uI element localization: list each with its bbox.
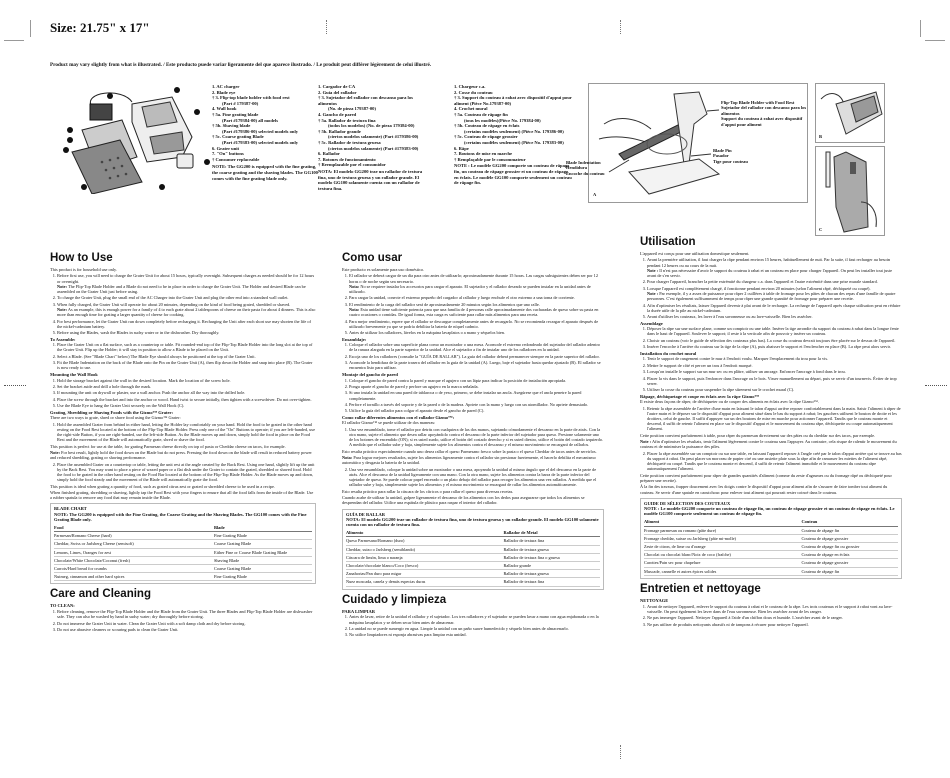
section-title-care: Care and Cleaning xyxy=(50,588,151,601)
section-title-como-usar: Como usar xyxy=(342,252,403,264)
part-item: † 5c. Coarse grating Blade (Part #179383-00) selected models only xyxy=(212,134,299,145)
heading: Montaje del gancho de pared xyxy=(342,371,398,377)
part-item: 7. Botones de funcionamiento xyxy=(318,156,376,162)
list-item: 2. Para cargar la unidad, conecte el extremo pequeño del cargador al rallador y luego enchufe el otro extremo a una toma de corriente. xyxy=(349,295,604,300)
table-row xyxy=(54,548,312,556)
figure-c-letter: C xyxy=(819,227,823,232)
list-item: 3. Insérer l'encoche à l'arrière du couteau sur la tige de la râpe (A), puis abaisser le support et l'enclencher en place (B). La râpe peut alors servir. xyxy=(647,344,902,349)
table-cell: Rallador de textura gruesa xyxy=(503,545,600,553)
part-item: † 5c. Rallador de textura gruesa (ciertos modelos solamente) (Part #179383-00) xyxy=(318,139,419,151)
part-item: † 3. Flip-top blade holder with food rest (Part # 179387-00) xyxy=(212,95,290,106)
table-cell: Couteau de râpage grossier xyxy=(801,534,898,542)
paragraph: Esto resulta práctico especialmente cuando uno desea rallar el queso Parmesano fresco sobre la pasta o el queso Cheddar de tacos antes de servirlos. xyxy=(342,448,597,454)
part-item: 2. Guía del rallador xyxy=(318,89,357,95)
figure-a-letter: A xyxy=(593,192,597,197)
list-item: 3. Ne pas utiliser de produits nettoyants abrasifs ni de tampons à récurer pour nettoyer l'appareil. xyxy=(647,622,902,627)
section-title-utilisation: Utilisation xyxy=(640,236,696,248)
spanish-column xyxy=(342,252,604,639)
table-cell: Fine Grating Blade xyxy=(214,573,312,581)
table-cell: Couteau de râpage grossier xyxy=(801,559,898,567)
paragraph: L'appareil est conçu pour une utilisation domestique seulement. xyxy=(640,251,750,256)
list-item: 2. Ne pas immerger l'appareil. Nettoyer l'appareil à l'aide d'un chiffon doux et humide. L'assécher avant de le ranger. xyxy=(647,615,902,620)
list-item: 2. Una vez ensamblado, coloque la unidad sobre un mostrador o una mesa, apoyando la unidad al mismo ángulo que el del descanso en la parte de atrás. Alce el descanso de la unidad ligeramente con una mano. Con la otra mano, sujete los alimentos contra la barra de la parte inferior del sujetador de queso. Se puede colocar papel encerado o un plato debajo del rallador para recoger los alimentos una vez rallados. A medida que el rallador sube y baja, simplemente sujete los alimentos y el mismo movimiento se encargará de rallar los alimentos automáticamente. xyxy=(349,467,604,488)
table-row xyxy=(346,553,600,561)
table-cell: Rallador de textura fina xyxy=(503,537,600,545)
list-item: 4. Perfore el tornillo a través del soporte y de la pared o de la madera. Apriete con la mano y luego con un atornillador. No apriete demasiado. xyxy=(349,402,604,407)
paragraph: This position is ideal when grating a quantity of food, such as grated citrus zest or grated or shredded cheese to be used in a recipe. xyxy=(50,483,275,489)
paragraph: Cette position convient parfaitement à table, pour râper du parmesan directement sur des pâtes ou du cheddar sur des tacos, par exemple. xyxy=(640,432,876,438)
parts-list-en xyxy=(212,84,320,181)
table-row xyxy=(54,565,312,573)
parts-list-fr xyxy=(454,84,572,186)
fold-mark xyxy=(620,20,621,34)
list-item: 1. Antes de lavar, retire de la unidad el rallador y el sujetador. Los tres ralladores y el sujetador se pueden lavar a mano con agua enjabonada o en la máquina lavaplatos y se deben secar bien antes de almacenar. xyxy=(349,614,604,624)
page-size-label: Size: 21.75" x 17" xyxy=(50,20,150,35)
table-cell: Cheddar, Swiss or Jarlsberg Cheese (semisoft) xyxy=(54,540,214,548)
label-blade-pin: Blade Pin Pasador Tige pour couteau xyxy=(713,148,748,164)
table-header: Blade xyxy=(214,524,312,532)
heading: Como rallar diferentes alimentos con el rallador Gizmo™: xyxy=(342,414,455,420)
part-item: 2. Blade eye xyxy=(212,89,236,95)
blade-selection-guide: GUIDE DE SÉLECTION DES COUTEAUX NOTE : Le modèle GG200 comporte un couteau de râpage fin, un couteau de râpage grossier et un couteau de râpage en éclats. Le modèle GG100 comporte seulement un couteau de râpage fin. Aliment Couteau Fromage parmesan ou romano (pâte dure) Couteau de râpage fin Fromage cheddar, suisse ou Jarlsberg (pâte mi-molle) Couteau de râpage grossier Zeste de citron, de lime ou d'orange Couteau de râpage fin ou grossier Chocolat ou chocolat blanc/Noix de coco (fraîche) Couteau de râpage en éclats Carottes/Pain sec pour chapelure Couteau de râpage grossier Muscade, cannelle et autres épices solides Couteau de râpage fin xyxy=(640,498,902,579)
table-cell: Fromage cheddar, suisse ou Jarlsberg (pâte mi-molle) xyxy=(644,534,801,542)
list-item: 1. Hold the assembled Grater from behind in either hand, letting the Holder lay comfortably on your hand. Hold the food to be grated in the other hand resting on the Food Rest located at the bottom of the Flip-Top Blade Holder. Press only one of the "On" Buttons to operate; if you are left-handed, use the right-side Button, if you are right-handed, use the left-side Button. As the Blade moves up and down, simply hold the food in place on the Food Rest and the movement of the Blade will automatically grate, shred or shave the food. xyxy=(57,422,316,443)
parts-note: NOTA: El modelo GG200 trae un rallador de textura fina, uno de textura gruesa y un rallador grande. El modelo GG100 solamente cuenta con un rallador de textura fina. xyxy=(318,168,423,191)
list-item: 5. Antes de utilizar los ralladores, lávelos en la máquina lavaplatos o a mano y séquelos bien. xyxy=(349,330,604,335)
list-item: 1. Una vez ensamblado, tome el rallador por detrás con cualquiera de las dos manos, sujetando cómodamente el descanso en la parte de atrás. Con la otra mano, sujete el alimento que desea rallar apoyándolo contra el descanso de la parte inferior del sujetador para queso. Presione solamente uno de los botones de encendido (ON); si es usted zurdo, utilice el botón del costado derecho y si es usted diestro, utilice el botón del costado izquierdo. A medida que el rallador sube y baja, simplemente sujete los alimentos contra el descanso y el mismo movimiento se encargará de rallarlos. xyxy=(349,427,604,448)
label-blade-holder: Flip-Top Blade Holder with Food Rest Sujetador del rallador con descanso para los alimentos Support du couteau à rabat avec dispositif d'appui pour aliment xyxy=(721,100,807,127)
list-item: 3. Do not use abrasive cleaners or scouring pads to clean the Grater Unit. xyxy=(57,627,316,632)
list-item: 5. Utiliser la cosse du couteau pour suspendre la râpe sûrement sur le crochet mural (C). xyxy=(647,387,902,392)
list-item: 3. Acomode la hendidura de la parte trasera del rallador en la guía de la unidad (A). Luego, baje el sujetador hasta quedar ajustado (B). El rallador se encuentra listo para utilizar. xyxy=(349,360,604,370)
paragraph: El rallador Gizmo™ se puede utilizar de dos maneras: xyxy=(342,420,436,426)
parts-note: NOTE: The GG200 is equipped with the fine grating, the coarse grating and the shaving blades. The GG100 comes with the fine grating blade only. xyxy=(212,164,318,181)
part-item: 6. Rallador xyxy=(318,151,340,157)
fold-mark xyxy=(925,385,947,386)
step: 3. When fully charged, the Grater Unit will operate for about 20 minutes, depending on the kind of food being grated, shredded or shaved. Note: As an example, this is enough power for a family of 4 to each grate about 2 tablespoons of cheese on their pasta for about 4 dinners. This is also more than enough time for grating a larger quantity of cheese for cooking. xyxy=(57,302,316,318)
section-title-how-to-use: How to Use xyxy=(50,252,113,264)
part-item: 1. Chargeur c.a. xyxy=(454,84,486,89)
table-row xyxy=(644,534,898,542)
figure-b xyxy=(815,83,885,143)
table-row xyxy=(54,532,312,540)
part-item: † 5b. Rallador grande (ciertos modelos solamente) (Part #179386-00) xyxy=(318,128,419,140)
crop-mark xyxy=(920,20,921,37)
table-cell: Carrots/Hard bread for crumbs xyxy=(54,565,214,573)
parts-note: NOTE : Le modèle GG200 comporte un couteau de râpage fin, un couteau de râpage grossier et un couteau de râpage en éclats. Le modèle GG100 comporte seulement un couteau de râpage fin. xyxy=(454,163,572,186)
fold-mark xyxy=(620,745,621,759)
list-item: 3. Si uno instala la unidad en una pared de tablaroca o de yeso, primero, se debe instalar un ancla. Asegúrese que el ancla penetre la pared completamente. xyxy=(349,390,604,400)
table-cell: Fromage parmesan ou romano (pâte dure) xyxy=(644,526,801,534)
paragraph: This product is for household use only. xyxy=(50,267,117,272)
table-row xyxy=(346,578,600,586)
heading: TO CLEAN: xyxy=(50,603,75,609)
list-item: 2. Placer la râpe assemblée sur un comptoir ou sur une table, en laissant l'appareil reposer à l'angle créé par le talon d'appui arrière qui se trouve au bas du support à rabat. On peut placer un morceau de papier ciré ou une assiette plate sous la râpe afin de ramasser les miettes de l'aliment râpé, déchiqueté ou coupé. Tandis que le couteau monte et descend, il suffit de retenir l'aliment immobile et le mouvement du couteau râpe automatiquement l'aliment. xyxy=(647,451,902,472)
paragraph: Cette position convient parfaitement pour râper de grandes quantités d'aliment (comme du zeste d'agrumes ou du fromage râpé ou déchiqueté pour préparer une recette). xyxy=(640,472,892,483)
paragraph: Este producto es solamente para uso doméstico. xyxy=(342,267,425,272)
table-row xyxy=(346,537,600,545)
list-item: 2. La unidad no se puede sumergir en agua. Limpie la unidad con un paño suave humedecido y séquelo bien antes de almacenarlo. xyxy=(349,626,604,631)
list-item: 5. Utilice la guía del rallador para colgar el aparato desde el gancho de pared (C). xyxy=(349,408,604,413)
table-cell: Chocolate/White Chocolate/Coconut (fresh) xyxy=(54,556,214,564)
table-cell: Parmesan/Romano Cheese (hard) xyxy=(54,532,214,540)
table-cell: Chocolat ou chocolat blanc/Noix de coco (fraîche) xyxy=(644,551,801,559)
list-item: 2. Place the assembled Grater on a countertop or table, letting the unit rest at the angle created by the Back Rest. Using one hand, slightly lift up the unit by the Back Rest. You may want to place a piece of waxed paper or a flat dish under the Grater to contain the grated, shredded or shaved food. Hold the food to be grated in the other hand resting on the Food Bar located at the bottom of the Flip-Top Blade Holder. As the Blade moves up and down, simply hold the food steady and the movement of the Blade will automatically grate the food. xyxy=(57,462,316,483)
table-header: Alimento xyxy=(346,529,503,537)
table-cell: Cheddar, suizo o Jarlsberg (semiblando) xyxy=(346,545,503,553)
paragraph: Cuando acabe de utilizar la unidad, golpee ligeramente el descanso de los alimentos con los dedos para asegurarse que todos los alimentos se desprendan del rallador. Utilice una espátula de plástico para raspar el interior del rallador. xyxy=(342,495,585,506)
heading: Assemblage xyxy=(640,320,663,326)
table-cell: Zanahorias/Pan duro para migar xyxy=(346,570,503,578)
list-item: 3. El rendimiento de la carga del rallador será de aproximadamente 20 minutos según los alimentos que uno ralle. Nota: Esta unidad tiene suficiente potencia para que una familia de 4 personas ralle aproximadamente dos cucharadas de queso sobre su pasta en cuatro ocasiones o comidas. De igual forma, esta carga es suficiente para rallar más alimentos para una receta. xyxy=(349,302,604,318)
paragraph: Esto resulta práctico para rallar la cáscara de los cítricos o para rallar el queso para diversas recetas. xyxy=(342,488,514,494)
list-item: 1. Hold the storage bracket against the wall in the desired location. Mark the location of the screw hole. xyxy=(57,378,316,383)
table-header: Rallador de Metal xyxy=(503,529,600,537)
part-item: 1. AC charger xyxy=(212,84,240,89)
table-row xyxy=(54,573,312,581)
list-item: 1. Avant de nettoyer l'appareil, enlever le support du couteau à rabat et le couteau de la râpe. Les trois couteaux et le support à rabat vont au lave-vaisselle. On peut également les laver dans de l'eau savonneuse. Bien les assécher avant de les ranger. xyxy=(647,604,902,614)
paragraph: À la fin des travaux, frapper doucement avec les doigts contre le dispositif d'appui pour aliment afin de s'assurer de faire tomber tout aliment du couteau. Se servir d'une spatule en caoutchouc pour enlever tout aliment qui pourrait rester coincé dans le couteau. xyxy=(640,484,888,495)
list-item: 2. Ponga aparte el gancho de pared y perfore un agujero en la marca señalada. xyxy=(349,384,604,389)
table-header: Food xyxy=(54,524,214,532)
parts-list-es xyxy=(318,84,430,191)
list-item: 3. If mounting the unit on drywall or plaster, use a wall anchor. Push the anchor all the way into the drilled hole. xyxy=(57,390,316,395)
table-header: Couteau xyxy=(801,518,898,526)
section-title-cuidado: Cuidado y limpieza xyxy=(342,593,447,606)
list-item: 1. Retenir la râpe assemblée de l'arrière d'une main en laissant le talon d'appui arrière reposer confortablement dans la main. Saisir l'aliment à râper de l'autre main et le déposer sur le dispositif d'appui pour aliment situé dans le bas du support à rabat; les gauchers utilisent le bouton de droite et les droitiers, celui de gauche. Il suffit d'appuyer sur un des boutons de mise en marche pour actionner l'appareil. Tandis que le couteau monte et descend, il suffit de retenir l'aliment en place sur le dispositif d'appui et le mouvement du couteau râpe, déchiquette ou coupe automatiquement l'aliment. xyxy=(647,406,902,432)
fold-mark xyxy=(326,20,327,34)
list-item: 2. Escoja uno de los ralladores (consulte la "GUÍA DE RALLAR"). La guía del rallador deberá permanecer siempre en la parte superior del rallador. xyxy=(349,354,604,359)
list-item: 4. Afin d'optimiser les résultats, laisser l'appareil devenir à plat avant de le recharger. La recharge de l'appareil après chaque utilisation peut en réduire la durée utile de la pile au nickel-cadmium. xyxy=(647,303,902,313)
blade-snap-illustration xyxy=(816,84,884,142)
figure-b-letter: B xyxy=(819,134,823,139)
part-item: † 5b. Couteau de râpage en éclats (certains modèles seulement) (Pièce No. 179386-00) xyxy=(454,123,564,134)
table-row xyxy=(644,543,898,551)
grating-guide: GUÍA DE RALLAR NOTA: El modelo GG200 trae un rallador de textura fina, uno de textura gruesa y un rallador grande. El modelo GG100 solamente cuenta con un rallador de textura fina. Alimento Rallador de Metal Queso Parmesano/Romano (duro) Rallador de textura fina Cheddar, suizo o Jarlsberg (semiblando) Rallador de textura gruesa Cáscara de limón, lima o naranja Rallador de textura fina o gruesa Chocolate/chocolate blanco/Coco (fresco) Rallador grande Zanahorias/Pan duro para migar Rallador de textura gruesa Nuez moscada, canela y demás especias duras Rallador de textura fina xyxy=(342,509,604,590)
step: 5. Before using the Blades, wash the Blades in sudsy water or in the dishwasher. Dry thoroughly. xyxy=(57,330,316,335)
paragraph: Nota: Para lograr mejores resultados, sujete los alimentos ligeramente contra el rallador sin presionar fuertemente, el hacerlo debilita el mecanismo automático y desgasta la batería de la unidad. xyxy=(342,455,596,466)
wall-hook-illustration xyxy=(816,147,884,235)
part-item: † 5b. Shaving blade (Part #179386-00) selected models only xyxy=(212,123,299,134)
part-item: † 3. Support du couteau à rabat avec dispositif d'appui pour aliment (Pièce No.179387-00) xyxy=(454,95,572,106)
paragraph: When finished grating, shredding or shaving, lightly tap the Food Rest with your fingers to ensure that all the food falls from the inside of the Blade. Use a rubber spatula to remove any food that may remain inside the Blade. xyxy=(50,489,314,501)
french-column xyxy=(640,236,902,628)
table-row xyxy=(644,567,898,575)
crop-mark xyxy=(4,40,24,41)
paragraph: There are two ways to grate, shred or shave food using the Gizmo™ Grater: xyxy=(50,415,181,421)
table-cell: Either Fine or Coarse Blade Grating Blade xyxy=(214,548,312,556)
blade-chart: BLADE CHART NOTE: The GG200 is equipped with the Fine Grating, the Coarse Grating and the Shaving Blades. The GG100 comes with the Fine Grating Blade only. Food Blade Parmesan/Romano Cheese (hard) Fine Grating Blade Cheddar, Swiss or Jarlsberg Cheese (semisoft) Coarse Grating Blade Lemons, Limes, Oranges for zest Either Fine or Coarse Blade Grating Blade Chocolate/White Chocolate/Coconut (fresh) Shaving Blade Carrots/Hard bread for crumbs Coarse Grating Blade Nutmeg, cinnamon and other hard spices Fine Grating Blade xyxy=(50,503,316,584)
part-item: † 5a. Fine grating blade (Part #179384-00) all models xyxy=(212,111,279,123)
part-item: 4. Wall hook xyxy=(212,106,237,112)
heading: Râpage, déchiquetage et coupe en éclats avec la râpe Gizmo™ xyxy=(640,393,759,399)
part-item: 6. Grater unit xyxy=(212,145,240,151)
label-blade-indentation: Blade Indentation Hendidura Encoche du couteau xyxy=(566,160,605,176)
part-item: † 5a. Couteau de râpage fin (tous les modèles)(Pièce No. 179384-00) xyxy=(454,111,541,123)
list-item: 2. Set the bracket aside and drill a hole through the mark. xyxy=(57,384,316,389)
list-item: 1. El rallador se deberá cargar de un día para otro antes de utilizarlo; aproximadamente durante 15 horas. Las cargas subsiguientes deben ser por 12 horas o de noche según sea necesario. Nota: No se requiere instalar los accesorios para cargar el aparato. El sujetador y el rallador deseado se pueden instalar en la unidad antes de utilizarlo. xyxy=(349,273,604,294)
part-item: 4. Crochet mural xyxy=(454,106,488,112)
table-cell: Fine Grating Blade xyxy=(214,532,312,540)
step: 4. For best performance, let the Grater Unit run down completely before recharging it. Recharging the Unit after each short use may shorten the life of the nickel-cadmium battery. xyxy=(57,319,316,329)
table-cell: Cáscara de limón, lima o naranja xyxy=(346,553,503,561)
crop-mark xyxy=(925,40,945,41)
part-item: † 3. Sujetador del rallador con descanso para los alimentos (No. de pieza 179387-00) xyxy=(318,95,413,112)
table-cell: Carottes/Pain sec pour chapelure xyxy=(644,559,801,567)
table-cell: Lemons, Limes, Oranges for zest xyxy=(54,548,214,556)
heading: Installation du crochet mural xyxy=(640,350,697,356)
table-cell: Nutmeg, cinnamon and other hard spices xyxy=(54,573,214,581)
list-item: 1. Coloque el rallador sobre una superficie plana como un mostrador o una mesa. Acomode el extremo redondeado del sujetador del rallador adentro de la ranura alargada en la parte superior de la unidad. Alce el sujetador a fin de instalar uno de los ralladores en la unidad. xyxy=(349,342,604,352)
part-item: † Consumer replaceable xyxy=(212,156,260,162)
fold-mark xyxy=(4,385,26,386)
list-item: 4. Placer la vis dans le support, puis l'enfoncer dans l'ancrage ou le bois. Visser manuellement au départ, puis se servir d'un tournevis. Éviter de trop serrer. xyxy=(647,376,902,386)
heading: Grating, Shredding or Shaving Foods with the Gizmo™ Grater: xyxy=(50,409,173,415)
table-header: Aliment xyxy=(644,518,801,526)
crop-mark xyxy=(30,20,31,37)
list-item: 3. Lorsqu'on installe le support sur un mur sec ou en plâtre, utiliser un ancrage. Enfoncer l'ancrage à fond dans le trou. xyxy=(647,369,902,374)
disclaimer: Product may vary slightly from what is illustrated. / Este producto puede variar ligeramente del que aparece ilustrado. / Le produit peut différer légèrement de celui illustré. xyxy=(50,62,432,68)
figure-c xyxy=(815,146,885,236)
list-item: 2. Mettre le support de côté et percer un trou à l'endroit marqué. xyxy=(647,363,902,368)
list-item: 5. Avant d'utiliser les couteaux, les laver à l'eau savonneuse ou au lave-vaisselle. Bien les assécher. xyxy=(647,314,902,319)
paragraph: Note: For best result, lightly hold the food down on the Blade but do not press. Pressing the food down on the blade will result in reduced battery power and reduced shredding, grating or shaving performance. xyxy=(50,449,312,461)
table-cell: Coarse Grating Blade xyxy=(214,540,312,548)
table-cell: Couteau de râpage fin xyxy=(801,567,898,575)
table-row xyxy=(644,559,898,567)
list-item: 2. Select a Blade. (See "Blade Chart" below) The Blade Eye should always be positioned at the top of the Grater Unit. xyxy=(57,354,316,359)
list-item: 5. Use the Blade Eye to hang the Grater Unit securely on the Wall Hook (C). xyxy=(57,403,316,408)
heading: Mounting the Wall Hook xyxy=(50,371,98,377)
step: 1. Before first use, you will need to charge the Grater Unit for about 15 hours, typically overnight. Subsequent charges as needed should be for 12 hours or overnight. Note: The Flip-Top Blade Holder and a Blade do not need to be in place in order to charge the Grater Unit. The Holder and desired Blade can be assembled on the Grater Unit just before using. xyxy=(57,273,316,294)
table-cell: Coarse Grating Blade xyxy=(214,565,312,573)
table-cell: Chocolate/chocolate blanco/Coco (fresco) xyxy=(346,562,503,570)
part-item: 4. Gancho de pared xyxy=(318,111,357,117)
list-item: 2. Pour charger l'appareil, brancher la petite extrémité du chargeur c.a. dans l'appareil et l'autre extrémité dans une prise murale standard. xyxy=(647,279,902,284)
part-item: † Remplaçable par le consommateur xyxy=(454,156,526,162)
table-row xyxy=(54,556,312,564)
table-cell: Rallador de textura fina xyxy=(503,578,600,586)
step: 2. To charge the Grater Unit, plug the small end of the AC Charger into the Grater Unit and plug the other end into a standard wall outlet. xyxy=(57,295,316,300)
list-item: 4. Para mejor rendimiento, espere que el rallador se descargue completamente antes de recargarlo. No se recomienda recargar el aparato después de utilizarlo brevemente ya que se podría debilitar la batería de níquel cadmio. xyxy=(349,319,604,329)
table-cell: Nuez moscada, canela y demás especias duras xyxy=(346,578,503,586)
list-item: 1. Coloque el gancho de pared contra la pared y marque el agujero con un lápiz para indicar la posición de instalación apropiada. xyxy=(349,378,604,383)
part-item: 2. Cosse du couteau xyxy=(454,89,493,95)
heading: PARA LIMPIAR xyxy=(342,608,376,614)
table-cell: Couteau de râpage fin xyxy=(801,526,898,534)
part-item: † Reemplazable por el consumidor xyxy=(318,162,386,168)
table-cell: Rallador de textura gruesa xyxy=(503,570,600,578)
list-item: 1. Before cleaning, remove the Flip-Top Blade Holder and the Blade from the Grater Unit. The three Blades and Flip-Top Blade Holder are dishwasher safe. They can also be washed by hand in sudsy water; dry thoroughly before storing. xyxy=(57,609,316,619)
list-item: 1. Avant la première utilisation, il faut charger la râpe pendant environ 15 heures, habituellement de nuit. Par la suite, il faut recharger au besoin pendant 12 heures ou au cours de la nuit. Note : Il n'est pas nécessaire d'avoir le support du couteau à rabat et un couteau en place pour charger l'appareil. On peut les installer tout juste avant de s'en servir. xyxy=(647,257,902,278)
table-cell: Rallador de textura fina o gruesa xyxy=(503,553,600,561)
table-row xyxy=(54,540,312,548)
part-item: 7. Boutons de mise en marche xyxy=(454,151,513,157)
table-cell: Shaving Blade xyxy=(214,556,312,564)
figure-a xyxy=(588,83,808,203)
table-cell: Couteau de râpage en éclats xyxy=(801,551,898,559)
table-cell: Queso Parmesano/Romano (duro) xyxy=(346,537,503,545)
list-item: 1. Place the Grater Unit on a flat surface, such as a countertop or table. Fit rounded-end top of the Flip-Top Blade Holder into the long slot at the top of the Grater Unit. Flip up the Holder; it will stay in position to allow a Blade to be placed on the Unit. xyxy=(57,342,316,352)
table-cell: Couteau de râpage fin ou grossier xyxy=(801,543,898,551)
table-row xyxy=(346,545,600,553)
table-cell: Zeste de citron, de lime ou d'orange xyxy=(644,543,801,551)
list-item: 1. Tenir le support de rangement contre le mur à l'endroit voulu. Marquer l'emplacement du trou pour la vis. xyxy=(647,356,902,361)
table-cell: Rallador grande xyxy=(503,562,600,570)
list-item: 2. Choisir un couteau (voir le guide de sélection des couteaux plus bas). La cosse du couteau devrait toujours être placée sur le dessus de l'appareil. xyxy=(647,338,902,343)
table-cell: Muscade, cannelle et autres épices solides xyxy=(644,567,801,575)
grater-illustration xyxy=(62,82,212,194)
heading: To Assemble: xyxy=(50,336,76,342)
list-item: 3. No utilice limpiadores ni esponja abrasivas para limpiar esta unidad. xyxy=(349,632,604,637)
list-item: 1. Déposer la râpe sur une surface plane, comme un comptoir ou une table. Insérer la tige arrondie du support du couteau à rabat dans la longue fente dans le haut de l'appareil. Soulever le support; il reste à la verticale afin de pouvoir y insérer un couteau. xyxy=(647,326,902,336)
part-item: † 5a. Rallador de textura fina (todos los modelos) (No. de pieza 179384-00) xyxy=(318,117,415,129)
table-row xyxy=(346,562,600,570)
table-row xyxy=(346,570,600,578)
list-item: 3. Lorsque l'appareil est complètement chargé, il fonctionne pendant environ 20 minutes (selon l'aliment râpé, déchiqueté ou coupé). Note : Par exemple, il y a assez de puissance pour râper 2 cuillères à table de fromage pour les pâtes de chacun des repas d'une famille de quatre personnes. C'est également suffisamment de temps pour râper une grande quantité de fromage pour préparer une recette. xyxy=(647,286,902,302)
part-item: † 5c. Couteau de râpage grossier (certains modèles seulement) (Pièce No. 179383-00) xyxy=(454,134,564,145)
paragraph: Note : Afin d'optimiser les résultats, tenir l'aliment légèrement contre le couteau sans l'appuyer. Au contraire, cela risque de ralentir le mouvement du couteau et de minimiser la puissance des piles. xyxy=(640,439,897,450)
list-item: 2. Do not immerse the Grater Unit in water. Clean the Grater Unit with a soft damp cloth and dry before storing. xyxy=(57,621,316,626)
english-column xyxy=(50,252,316,633)
paragraph: Il existe deux façons de râper, de déchiqueter ou de couper des aliments en éclats avec la râpe Gizmo™. xyxy=(640,399,819,405)
part-item: 1. Cargador de CA xyxy=(318,84,356,89)
table-row xyxy=(644,551,898,559)
heading: Ensamblaje: xyxy=(342,336,367,342)
section-title-entretien: Entretien et nettoyage xyxy=(640,582,761,595)
heading: NETTOYAGE xyxy=(640,597,669,603)
table-row xyxy=(644,526,898,534)
part-item: 7. "On" buttons xyxy=(212,151,244,157)
list-item: 3. Fit the Blade Indentation on the back of the Blade onto the Pin on the Grater Unit (A), then flip down the Holder and snap into place (B). The Grater is now ready to use. xyxy=(57,360,316,370)
list-item: 4. Place the screw through the bracket and into the anchor or wood. Hand twist to secure initially, then tighten with a screwdriver. Do not over-tighten. xyxy=(57,397,316,402)
paragraph: This position is perfect for use at the table, for grating Parmesan cheese directly on top of pasta or Cheddar cheese on tacos, for example. xyxy=(50,443,286,449)
part-item: 6. Râpe xyxy=(454,145,469,151)
